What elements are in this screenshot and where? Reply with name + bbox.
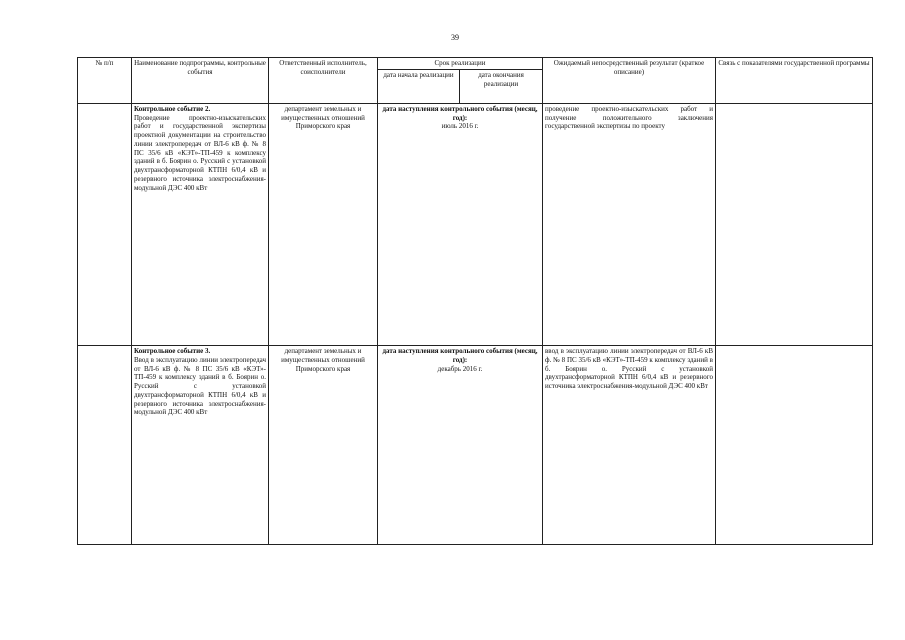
header-start-date: дата начала реализации (378, 69, 460, 103)
result-cell: ввод в эксплуатацию линии электропередач от ВЛ-6 кВ ф. № 8 ПС 35/6 кВ «КЭТ»-ТП-459 к комплексу зданий в б. Боярин о. Русский с установкой двухтрансформаторной КТПН 6/0,4 кВ и резервного источника электроснабжения-модульной ДЭС 400 кВт (543, 346, 716, 545)
row-number (78, 103, 132, 345)
date-label: дата наступления контрольного события (месяц, год): (382, 347, 538, 364)
link-cell (716, 346, 873, 545)
date-value: декабрь 2016 г. (437, 364, 483, 373)
header-number: № п/п (78, 58, 132, 104)
event-cell (132, 103, 269, 345)
header-link: Связь с показателями государственной программы (716, 58, 873, 104)
event-title: Контрольное событие 3. (134, 347, 211, 356)
responsible-cell: департамент земельных и имущественных отношений Приморского края (269, 103, 378, 345)
header-end-date: дата окончания реализации (460, 69, 543, 103)
header-result: Ожидаемый непосредственный результат (краткое описание) (543, 58, 716, 104)
table-row (78, 103, 873, 345)
result-cell: проведение проектно-изыскательских работ и получение положительного заключения государственной экспертизы по проекту (543, 103, 716, 345)
header-responsible: Ответственный исполнитель, соисполнители (269, 58, 378, 104)
control-events-table (77, 57, 873, 545)
date-value: июль 2016 г. (441, 122, 479, 131)
header-period: Срок реализации (378, 58, 543, 70)
date-cell (378, 346, 543, 545)
responsible-cell: департамент земельных и имущественных отношений Приморского края (269, 346, 378, 545)
event-text: Ввод в эксплуатацию линии электропередач от ВЛ-6 кВ ф. № 8 ПС 35/6 кВ «КЭТ»-ТП-459 к комплексу зданий в б. Боярин о. Русский с установкой двухтрансформаторной КТПН 6/0,4 кВ и резервного источника электроснабжения-модульной ДЭС 400 кВт (134, 355, 266, 417)
row-number (78, 346, 132, 545)
header-name: Наименование подпрограммы, контрольные события (132, 58, 269, 104)
page-number: 39 (451, 33, 459, 42)
event-text: Проведение проектно-изыскательских работ и государственной экспертизы проектной документации на строительство линии электропередач от ВЛ-6 кВ ф. № 8 ПС 35/6 кВ «КЭТ»-ТП-459 к комплексу зданий в б. Боярин о. Русский с установкой двухтрансформаторной КТПН 6/0,4 кВ и резервного источника электроснабжения-модульной ДЭС 400 кВт (134, 113, 266, 192)
event-title: Контрольное событие 2. (134, 104, 211, 113)
date-label: дата наступления контрольного события (месяц, год): (382, 104, 538, 122)
link-cell (716, 103, 873, 345)
date-cell (378, 103, 543, 345)
table-row (78, 346, 873, 545)
event-cell (132, 346, 269, 545)
